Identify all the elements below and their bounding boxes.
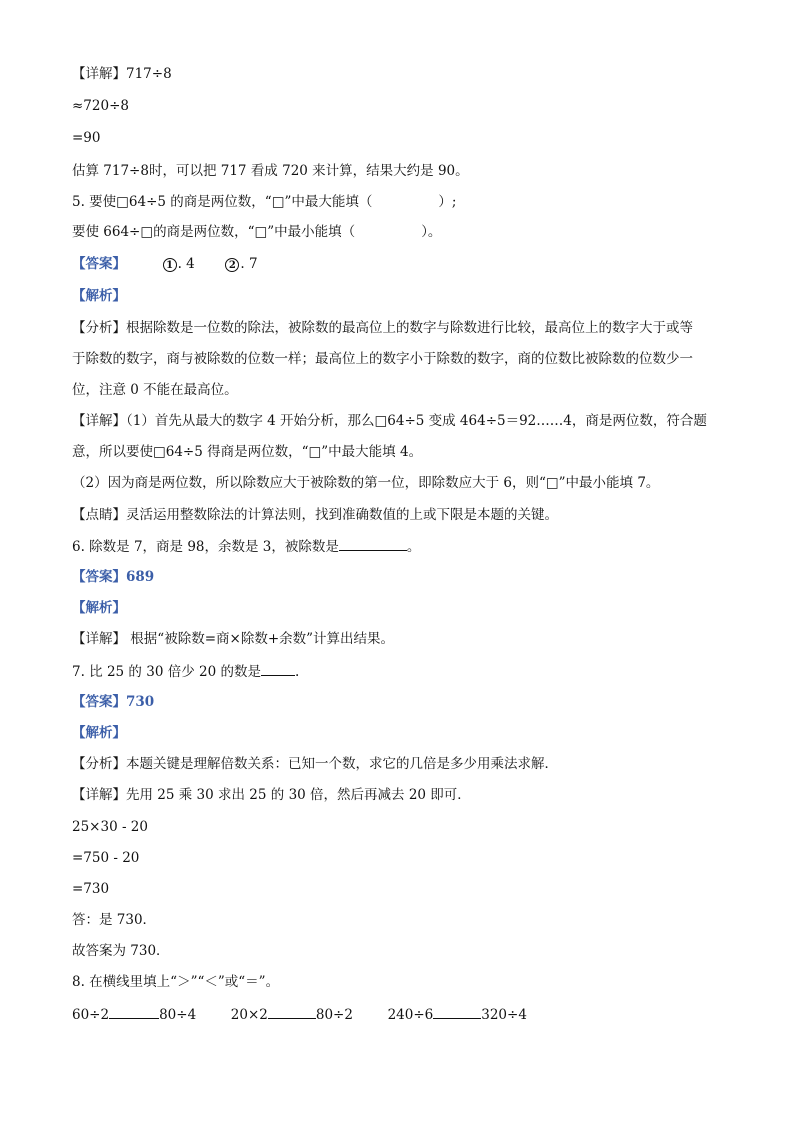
calc-line: =750 - 20	[72, 850, 140, 866]
question-6	[72, 536, 420, 557]
question-text-end: ）;	[438, 194, 457, 210]
answer-blank	[339, 536, 407, 551]
calc-line: 25×30 - 20	[72, 819, 148, 835]
detail-text: 【详解】 根据“被除数=商×除数+余数”计算出结果。	[72, 631, 395, 647]
answer-7: 【答案】730	[72, 694, 155, 710]
circled-number-1: 1	[163, 258, 177, 272]
answer-blank	[261, 661, 295, 676]
analysis-text: 【分析】本题关键是理解倍数关系：已知一个数，求它的几倍是多少用乘法求解．	[72, 756, 558, 772]
circled-number-2: 2	[225, 258, 239, 272]
answer-5	[72, 254, 258, 274]
answer-blank	[109, 1004, 159, 1019]
detail-text: （2）因为商是两位数，所以除数应大于被除数的第一位，即除数应大于 6，则“□”中最小能填 7。	[72, 475, 660, 491]
expression: 320÷4	[481, 1007, 527, 1023]
analysis-text: 于除数的数字，商与被除数的位数一样；最高位上的数字小于除数的数字，商的位数比被除数的位数少一	[72, 351, 693, 367]
analysis-text: 【分析】根据除数是一位数的除法，被除数的最高位上的数字与除数进行比较，最高位上的数字大于或等	[72, 320, 693, 336]
calc-line: =730	[72, 881, 110, 897]
answer-blank	[433, 1004, 481, 1019]
analysis-text: 位，注意 0 不能在最高位。	[72, 382, 238, 398]
expression: 20×2	[230, 1007, 268, 1023]
calc-line: =90	[72, 130, 101, 146]
question-text: 7. 比 25 的 30 倍少 20 的数是	[72, 664, 261, 680]
detail-line: 【详解】717÷8	[72, 66, 172, 82]
estimate-text: 估算 717÷8时，可以把 717 看成 720 来计算，结果大约是 90。	[72, 163, 469, 179]
expression: 80÷2	[315, 1007, 353, 1023]
detail-text: 意，所以要使□64÷5 得商是两位数，“□”中最大能填 4。	[72, 444, 423, 460]
question-text-end: 。	[406, 539, 421, 555]
question-8: 8. 在横线里填上“＞”“＜”或“＝”。	[72, 974, 280, 990]
question-7	[72, 661, 299, 682]
question-5-part-2	[72, 222, 441, 242]
expression: 80÷4	[159, 1007, 197, 1023]
detail-text: 【详解】先用 25 乘 30 求出 25 的 30 倍，然后再减去 20 即可．	[72, 787, 471, 803]
question-text-end: ）。	[421, 224, 442, 240]
answer-blank	[268, 1004, 316, 1019]
answer-statement: 答：是 730．	[72, 912, 157, 928]
analysis-heading: 【解析】	[72, 288, 126, 304]
answer-label: 【答案】	[72, 256, 126, 272]
question-8-items	[72, 1004, 527, 1025]
analysis-heading: 【解析】	[72, 600, 126, 616]
answer-statement: 故答案为 730．	[72, 943, 170, 959]
analysis-heading: 【解析】	[72, 725, 126, 741]
question-text: 6. 除数是 7，商是 98，余数是 3，被除数是	[72, 539, 339, 555]
answer-6: 【答案】689	[72, 569, 155, 585]
expression: 60÷2	[72, 1007, 110, 1023]
question-5-part-1	[72, 192, 456, 212]
calc-line: ≈720÷8	[72, 98, 129, 114]
question-text: 要使 664÷□的商是两位数，“□”中最小能填（	[72, 224, 356, 240]
answer-value: . 7	[240, 256, 258, 272]
detail-text: 【详解】（1）首先从最大的数字 4 开始分析，那么□64÷5 变成 464÷5＝92……4，商是两位数，符合题	[72, 413, 707, 429]
expression: 240÷6	[387, 1007, 434, 1023]
question-text: 5. 要使□64÷5 的商是两位数，“□”中最大能填（	[72, 194, 373, 210]
answer-value: . 4	[177, 256, 195, 272]
key-point-text: 【点睛】灵活运用整数除法的计算法则，找到准确数值的上或下限是本题的关键。	[72, 507, 558, 523]
question-text-end: .	[294, 664, 300, 680]
